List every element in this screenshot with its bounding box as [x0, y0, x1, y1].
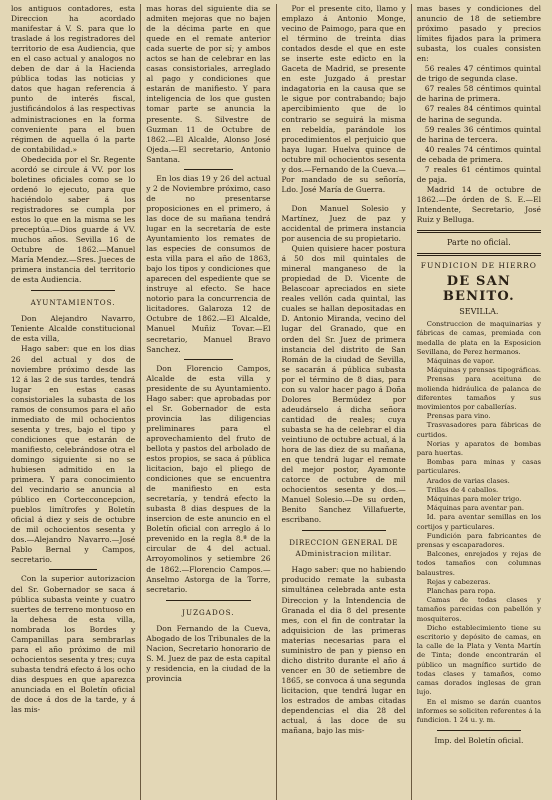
col4-paragraph-1: mas bases y condiciones del anuncio de 18 de setiembre próximo pasado y precios límites fijados para la primera subasta, los cuales consisten en: — [416, 4, 541, 64]
col3-paragraph-4: Hago saber: que no habiendo producido remate la subasta simultánea celebrada ante esta Direccion y la Intendencia de Granada el dia 8 del presente mes, con el fin de contratar la adquisicion de las primeras materias necesarias para el suministro de pan y pienso en dicho distrito durante el año á vencer en 30 de setiembre de 1865, se convoca á una segunda licitacion, que tendrá lugar en los estrados de ambas citadas dependencias el dia 28 del actual, á las doce de su mañana, bajo las mis- — [281, 565, 406, 736]
advert-item: Trasvasadores para fábricas de curtidos. — [416, 421, 541, 439]
imprenta-footer: Imp. del Boletín oficial. — [434, 736, 524, 746]
advert-item: Prensas para vino. — [426, 412, 491, 421]
col1-paragraph-4: Hago saber: que en los dias 26 del actual y dos de noviembre próximo desde las 12 á las 2 de sus tardes, tendrá lugar en estas casas consistoriales la subasta de los ramos de consumos para el año inmediato de mil ochocientos sesenta y tres, bajo el tipo y condiciones que estarán de manifiesto, celebrándose otra el domingo siguiente si no se hubiesen admitido en la primera. Y para conocimiento del vecindario se anuncia al público en Cortecconcepcion, pueblos limítrofes y Boletín oficial á diez y seis de octubre de mil ochocientos sesenta y dos.—Alejandro Navarro.—José Pablo Bernal y Campos, secretario. — [11, 344, 136, 565]
price-line: 56 reales 47 céntimos quintal de trigo de segunda clase. — [416, 64, 541, 84]
col2-paragraph-1: mas horas del siguiente dia se admiten mejoras que no bajen de la décima parte en que quede en el remate anterior cada suerte de por sí; y ambos actos se han de celebrar en las casas consistoriales, arreglado al pago y condiciones que estarán de manifiesto. Y para inteligencia de los que gusten tomar parte se anuncia la presente. S. Silvestre de Guzman 11 de Octubre de 1862.—El Alcalde, Alonso José Ojeda.—El secretario, Antonio Santana. — [146, 4, 271, 164]
advert-item: Prensas para aceituna de molienda hidráulica de palanca de diferentes tamaños y sus movimientos por caballerías. — [416, 375, 541, 411]
column-4 — [412, 4, 546, 800]
advert-item: Arados de varias clases. — [426, 476, 510, 485]
advert-item: Planchas para ropa. — [426, 587, 496, 596]
advert-item: Camas de todas clases y tamaños parecidas con pabellón y mosquiteros. — [416, 596, 541, 623]
col4-paragraph-2: Madrid 14 de octubre de 1862.—De órden de S. E.—El Intendente, Secretario, José Ruiz y Belluga. — [416, 184, 541, 224]
col3-divider-1 — [320, 199, 368, 200]
price-line: 7 reales 61 céntimos quintal de paja. — [416, 164, 541, 184]
sevilla-heading: SEVILLA. — [459, 307, 499, 317]
col4-double-divider — [417, 230, 541, 233]
advert-item: Trillas de 4 caballos. — [426, 485, 499, 494]
col2-divider-1 — [184, 169, 232, 170]
col1-paragraph-1: los antiguos contadores, esta Direccion ha acordado manifestar á V. S. para que lo traslade á los registradores del territorio de esa Audiencia, que en el caso actual y analogos no deben de dar á la Hacienda pública todas las noticias y datos que hagan referencia á punto de interés fiscal, justificándolos á las respectivas administraciones en la forma conveniente para el buen régimen de aquella ó la parte de contabilidad.» — [11, 4, 136, 154]
advert-item: Fundición para fabricantes de prensas y escaparadores. — [416, 531, 541, 550]
column-3 — [277, 4, 412, 800]
price-line: 40 reales 74 céntimos quintal de cebada de primera. — [416, 144, 541, 164]
col3-divider-2 — [302, 530, 386, 531]
parte-no-oficial-heading: Parte no oficial. — [447, 238, 511, 248]
col3-paragraph-2: Don Manuel Solesio y Martínez, Juez de paz y accidental de primera instancia por ausencia de su propietario. — [281, 203, 406, 244]
column-2 — [141, 4, 276, 800]
advert-item: Dicho establecimiento tiene su escritorio y depósito de camas, en la calle de la Plata y Venta Martín de Tinta; donde encontrarán el público un magnífico surtido de todas clases y tamaños, como camas dorados inglesas de gran lujo. — [416, 623, 541, 697]
col1-divider — [31, 290, 115, 291]
advert-item: Norias y aparatos de bombas para huertas. — [416, 439, 541, 458]
advert-item: Bombas para minas y casas particulares. — [416, 458, 541, 476]
col2-divider-3 — [166, 600, 250, 601]
price-line: 67 reales 84 céntimos quintal de harina de segunda. — [416, 104, 541, 124]
col1-paragraph-5: Con la superior autorizacion del Sr. Gobernador se saca á pública subasta veinte y cuatro suertes de terreno montuoso en la dehesa de esta villa, nombrada los Bordes y Campanillas para sembrarlas para el año próximo de mil ochocientos sesenta y tres; cuya subasta tendrá efecto á los ocho dias despues en que aparezca anunciada en el Boletín oficial de doce á dos de la tarde, y á las mis- — [11, 574, 136, 715]
price-line: 59 reales 36 céntimos quintal de harina de tercera. — [416, 124, 541, 144]
advert-intro: Construccion de maquinarias y fábricas de camas, premiada con medalla de plata en la Esposicion Sevillana, de Perez hermanos. — [416, 320, 541, 356]
advert-item: Id. para aventar semillas en los cortijos y particulares. — [416, 513, 541, 531]
column-1 — [6, 4, 141, 800]
col4-divider-end — [437, 730, 521, 731]
col1-divider-2 — [49, 569, 97, 570]
advert-item: Máquinas para moler trigo. — [426, 495, 522, 504]
col3-paragraph-1: Por el presente cito, llamo y emplazo á Antonio Monge, vecino de Paimogo, para que en el término de treinta dias contados desde el que en este se inserte este edicto en la Gaceta de Madrid, se presente en este Juzgado á prestar indagatoria en la causa que se le sigue por contrabando; bajo apercibimiento que de lo contrario se seguirá la misma en rebeldía, parándole los procedimientos el perjuicio que haya lugar. Huelva quince de octubre mil ochocientos sesenta y dos.—Fernando de la Cueva.—Por mandado de su señoría, Ldo. José María de Guerra. — [281, 4, 406, 194]
fundicion-heading: FUNDICION DE HIERRO — [420, 261, 537, 271]
san-benito-heading: DE SAN BENITO. — [442, 274, 515, 305]
col4-double-divider-2 — [417, 253, 541, 256]
heading-direccion-general: DIRECCION GENERAL DE ADministracion militar. — [289, 538, 398, 559]
price-line: 67 reales 58 céntimos quintal de harina de primera. — [416, 84, 541, 104]
advert-item: Máquinas de vapor. — [426, 356, 495, 365]
col1-paragraph-3: Don Alejandro Navarro, Teniente Alcalde constitucional de esta villa, — [11, 314, 136, 344]
advert-item: Máquinas para aventar pan. — [426, 504, 525, 513]
col2-paragraph-3: Don Florencio Campos, Alcalde de esta villa y presidente de su Ayuntamiento. Hago saber: que aprobadas por el Sr. Gobernador de esta provincia las diligencias preliminares para el aprovechamiento del fruto de bellota y pastos del arbolado de estos propios, se saca á pública licitacion, bajo el pliego de condiciones que se encuentra de manifiesto en esta secretaría, y tendrá efecto la subasta 8 dias despues de la insercion de este anuncio en el Boletín oficial con arreglo á lo prevenido en la regla 8.ª de la circular de 4 del actual. Arroyomolinos y setiembre 26 de 1862.—Florencio Campos.—Anselmo Astorga de la Torre, secretario. — [146, 363, 271, 594]
col2-divider-2 — [184, 359, 232, 360]
advert-item: Balcones, enrejados y rejas de todos tamaños con columnas balaustres. — [416, 550, 541, 577]
advert-item: En el mismo se darán cuantos informes se soliciten referentes á la fundicion. 1 24 u. y. m. — [416, 697, 541, 724]
heading-ayuntamientos: AYUNTAMIENTOS. — [30, 298, 116, 308]
advertisement-list — [417, 320, 541, 725]
col1-paragraph-2: Obedecida por el Sr. Regente acordó se circule á VV. por los boletines oficiales como se lo ordenó lo ejecuto, para que haciéndolo saber á los registradores se cumpla por estos lo que en la misma se les preceptúa.—Dios guarde á VV. muchos años. Sevilla 16 de Octubre de 1862.—Manuel María Mendez.—Sres. Jueces de primera instancia del territorio de esta Audiencia. — [11, 154, 136, 285]
col2-paragraph-4: Don Fernando de la Cueva, Abogado de los Tribunales de la Nacion, Secretario honorario de S. M. Juez de paz de esta capital y residencia, en la ciudad de la provincia — [146, 623, 271, 683]
col3-paragraph-3: Quien quisiere hacer postura á 50 dos mil quintales de mineral manganeso de la propiedad de D. Vicente de Belascoar apreciados en siete reales vellón cada quintal, las cuales se hallan depositadas en D. Antonio Miranda, vecino del lugar del Granado, que en orden del Sr. Juez de primera instancia del distrito de San Román de la ciudad de Sevilla, se sacarán á pública subasta por el término de 8 dias, para con su valor hacer pago á Doña Dolores Bermúdez por adeudárselo á dicha señora cantidad de reales; cuya subasta se ha de celebrar el dia veintiuno de octubre actual, á la hora de las diez de su mañana, en que tendrá lugar el remate del mejor postor, Ayamonte catorce de octubre de mil ochocientos sesenta y dos.—Manuel Solesio.—De su orden, Benito Sanchez Villafuerte, escribano. — [281, 244, 406, 525]
advert-item: Rejas y cabezeras. — [426, 577, 491, 586]
heading-juzgados: JUZGADOS. — [182, 607, 235, 617]
col2-paragraph-2: En los dias 19 y 26 del actual y 2 de Noviembre próximo, caso de no presentarse proposiciones en el primero, á las doce de su mañana tendrá lugar en la secretaría de este Ayuntamiento los remates de las especies de consumos de esta villa para el año de 1863, bajo los tipos y condiciones que aparecen del espediente que se instruye al efecto. Se hace notorio para la concurrencia de licitadores. Galaroza 12 de Octubre de 1862.—El Alcalde, Manuel Muñiz Tovar.—El secretario, Manuel Bravo Sanchez. — [146, 173, 271, 354]
advert-item: Máquinas y prensas tipográficas. — [426, 366, 541, 375]
